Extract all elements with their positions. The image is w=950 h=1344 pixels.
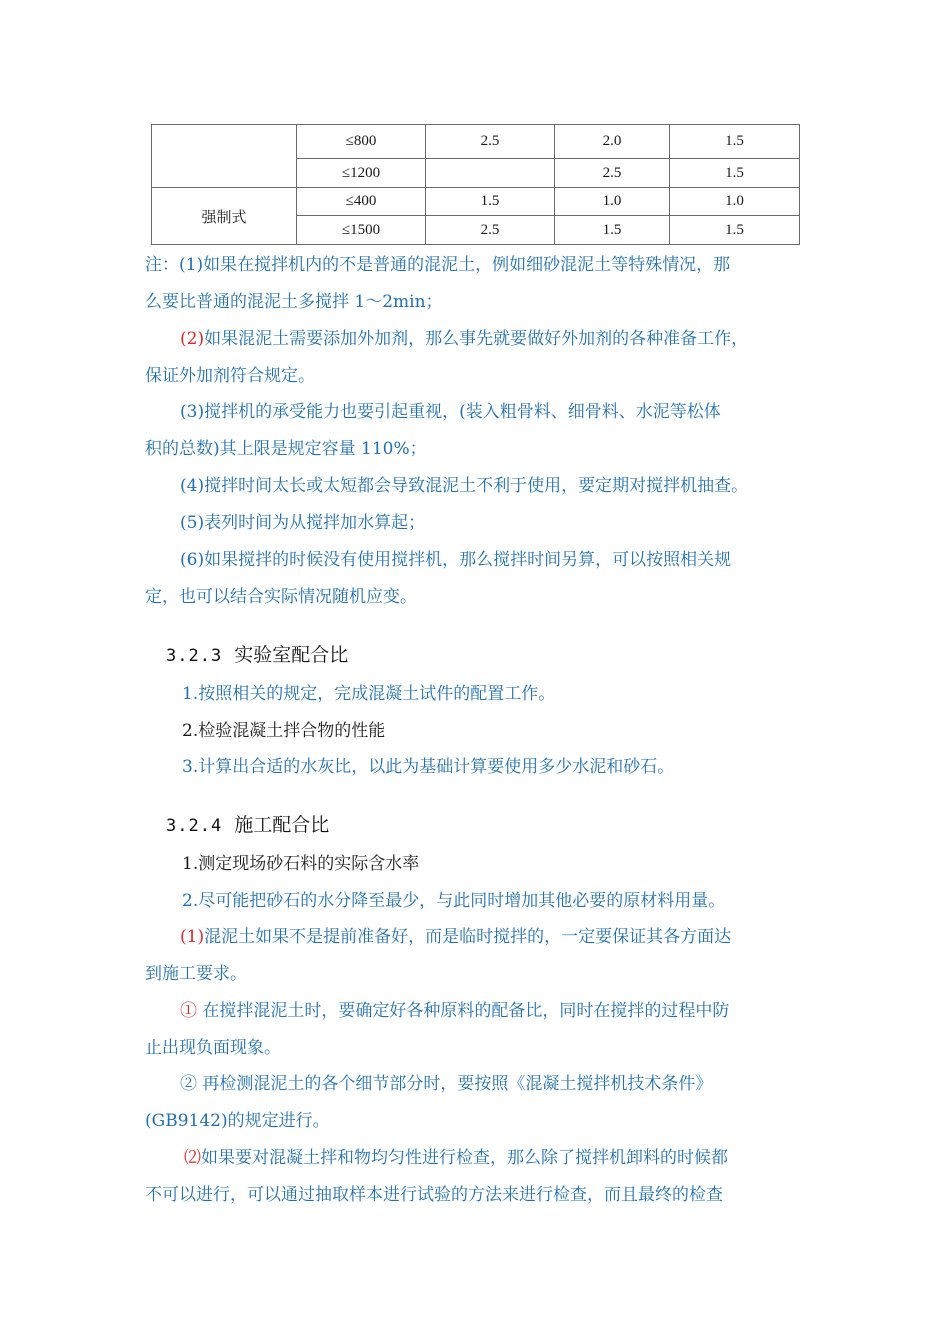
section-title: 施工配合比 [234, 814, 330, 836]
note-2-text: 如果混泥土需要添加外加剂，那么事先就要做好外加剂的各种准备工作， [204, 329, 749, 349]
note-1-line-2: 么要比普通的混泥土多搅拌 1～2min； [145, 292, 443, 312]
table-cell: 2.5 [555, 159, 670, 188]
list-item: 1.测定现场砂石料的实际含水率 [182, 854, 420, 874]
table-cell: 1.0 [670, 188, 800, 216]
section-title: 实验室配合比 [234, 644, 349, 666]
note-2-number: (2) [180, 329, 205, 349]
paragraph-text: 混泥土如果不是提前准备好，而是临时搅拌的，一定要保证其各方面达 [204, 927, 732, 947]
paragraph-2-line-1 [184, 1143, 728, 1168]
note-3-line-2: 积的总数)其上限是规定容量 110%； [145, 439, 427, 459]
note-1-line-1: 注：(1)如果在搅拌机内的不是普通的混泥土，例如细砂混泥土等特殊情况，那 [145, 255, 731, 275]
paragraph-2-line-2: 不可以进行，可以通过抽取样本进行试验的方法来进行检查，而且最终的检查 [145, 1185, 723, 1205]
table-cell: 2.5 [426, 216, 555, 245]
circled-text: 在搅拌混泥土时，要确定好各种原料的配备比，同时在搅拌的过程中防 [197, 1001, 730, 1021]
table-cell: 1.5 [555, 216, 670, 245]
table-cell: 1.5 [426, 188, 555, 216]
paragraph-1-line-2: 到施工要求。 [145, 964, 247, 984]
table-cell-capacity: ≤400 [297, 188, 426, 216]
paragraph-number: ⑵ [184, 1148, 201, 1168]
table-cell-type: 强制式 [152, 188, 297, 245]
table-cell: 1.5 [670, 216, 800, 245]
note-6-line-1: (6)如果搅拌的时候没有使用搅拌机，那么搅拌时间另算，可以按照相关规 [180, 550, 732, 570]
note-4: (4)搅拌时间太长或太短都会导致混泥土不利于使用，要定期对搅拌机抽查。 [180, 476, 749, 496]
table-cell-type [152, 125, 297, 188]
circled-item-2-line-1: ② 再检测混泥土的各个细节部分时，要按照《混凝土搅拌机技术条件》 [180, 1074, 713, 1094]
note-5: (5)表列时间为从搅拌加水算起； [180, 513, 426, 533]
mixing-time-table [151, 124, 800, 245]
table-row [152, 188, 800, 216]
table-cell-capacity: ≤1200 [297, 159, 426, 188]
note-3-line-1: (3)搅拌机的承受能力也要引起重视，(装入粗骨料、细骨料、水泥等松体 [180, 402, 721, 422]
paragraph-number: (1) [180, 927, 205, 947]
table-cell [426, 159, 555, 188]
table-cell: 1.0 [555, 188, 670, 216]
circled-item-2-line-2: (GB9142)的规定进行。 [145, 1111, 330, 1131]
section-number: 3.2.4 [166, 816, 223, 836]
section-number: 3.2.3 [166, 646, 223, 666]
list-item: 3.计算出合适的水灰比，以此为基础计算要使用多少水泥和砂石。 [182, 757, 675, 777]
paragraph-1-line-1 [180, 922, 731, 947]
table-cell-capacity: ≤800 [297, 125, 426, 159]
section-heading-3-2-3 [166, 640, 348, 667]
table-row [152, 125, 800, 159]
circled-item-1-line-1 [180, 996, 729, 1021]
note-6-line-2: 定，也可以结合实际情况随机应变。 [145, 587, 417, 607]
section-heading-3-2-4 [166, 810, 329, 837]
list-item: 1.按照相关的规定，完成混凝土试件的配置工作。 [182, 684, 556, 704]
table-cell: 1.5 [670, 159, 800, 188]
table-cell: 2.5 [426, 125, 555, 159]
circled-number: ① [180, 1001, 197, 1021]
table-cell: 2.0 [555, 125, 670, 159]
circled-item-1-line-2: 止出现负面现象。 [145, 1038, 281, 1058]
paragraph-text: 如果要对混凝土拌和物均匀性进行检查，那么除了搅拌机卸料的时候都 [201, 1148, 728, 1168]
note-2-line-2: 保证外加剂符合规定。 [145, 366, 315, 386]
note-2-line-1 [180, 324, 748, 349]
table-cell-capacity: ≤1500 [297, 216, 426, 245]
list-item: 2.检验混凝土拌合物的性能 [182, 721, 386, 741]
table-cell: 1.5 [670, 125, 800, 159]
list-item: 2.尽可能把砂石的水分降至最少，与此同时增加其他必要的原材料用量。 [182, 891, 726, 911]
